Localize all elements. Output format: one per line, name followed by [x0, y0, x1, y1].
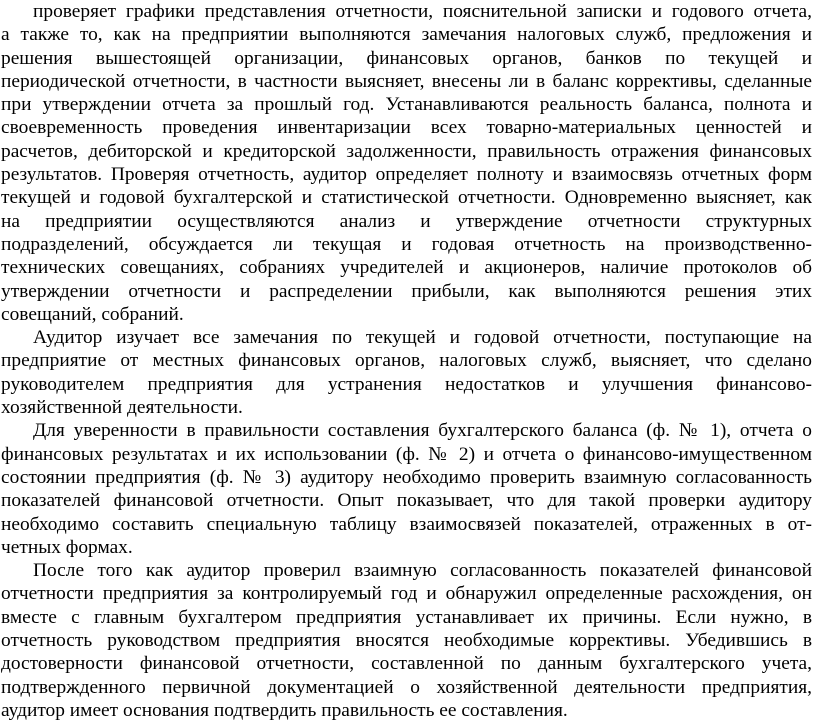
- text-line: текущей и годовой бухгалтерской и статистической отчетности. Одновременно выясняет, как: [1, 187, 812, 209]
- text-line: на предприятии осуществляются анализ и утверждение отчетности структурных: [1, 210, 812, 232]
- text-line: технических совещаниях, собраниях учредителей и акционеров, наличие протоколов об: [1, 257, 812, 279]
- paragraph-4: [1, 559, 812, 722]
- text-line: подтвержденного первичной документацией о хозяйственной деятельности предприятия,: [1, 676, 812, 698]
- text-line: при утверждении отчета за прошлый год. Устанавливаются реальность баланса, полнота и: [1, 94, 812, 116]
- text-line: утверждении отчетности и распределении прибыли, как выполняются решения этих: [1, 280, 812, 302]
- text-line: подразделений, обсуждается ли текущая и годовая отчетность на производственно-: [1, 233, 812, 255]
- text-line: результатов. Проверяя отчетность, аудитор определяет полноту и взаимосвязь отчетных форм: [1, 164, 812, 186]
- text-line: После того как аудитор проверил взаимную согласованность показателей финансовой: [33, 560, 812, 582]
- paragraph-1: [1, 0, 812, 326]
- text-line: периодической отчетности, в частности выясняет, внесены ли в баланс коррективы, сделанные: [1, 70, 812, 92]
- text-line: достоверности финансовой отчетности, составленной по данным бухгалтерского учета,: [1, 653, 812, 675]
- text-line: аудитор имеет основания подтвердить правильность ее составления.: [1, 699, 568, 721]
- text-line: вместе с главным бухгалтером предприятия устанавливает их причины. Если нужно, в: [1, 606, 812, 628]
- text-line: хозяйственной деятельности.: [1, 397, 243, 419]
- text-line: четных формах.: [1, 536, 133, 558]
- text-line: необходимо составить специальную таблицу взаимосвязей показателей, отраженных в от-: [1, 513, 812, 535]
- text-line: показателей финансовой отчетности. Опыт показывает, что для такой проверки аудитору: [1, 490, 812, 512]
- text-line: а также то, как на предприятии выполняются замечания налоговых служб, предложения и: [1, 24, 812, 46]
- paragraph-3: [1, 419, 812, 559]
- text-line: отчетности предприятия за контролируемый год и обнаружил определенные расхождения, он: [1, 583, 812, 605]
- paragraph-2: [1, 326, 812, 419]
- text-line: Для уверенности в правильности составления бухгалтерского баланса (ф. № 1), отчета о: [33, 420, 812, 442]
- text-line: решения вышестоящей организации, финансовых органов, банков по текущей и: [1, 47, 812, 69]
- text-line: своевременность проведения инвентаризации всех товарно-материальных ценностей и: [1, 117, 812, 139]
- text-line: отчетность руководством предприятия вносятся необходимые коррективы. Убедившись в: [1, 630, 812, 652]
- text-line: Аудитор изучает все замечания по текущей и годовой отчетности, поступающие на: [33, 327, 812, 349]
- text-line: предприятие от местных финансовых органов, налоговых служб, выясняет, что сделано: [1, 350, 812, 372]
- text-line: руководителем предприятия для устранения недостатков и улучшения финансово-: [1, 373, 812, 395]
- text-line: состоянии предприятия (ф. № 3) аудитору необходимо проверить взаимную согласованность: [1, 466, 812, 488]
- text-line: проверяет графики представления отчетности, пояснительной записки и годового отчета,: [33, 1, 812, 22]
- text-line: финансовых результатах и их использовании (ф. № 2) и отчета о финансово-имущественном: [1, 443, 812, 465]
- text-line: совещаний, собраний.: [1, 303, 184, 325]
- text-line: расчетов, дебиторской и кредиторской задолженности, правильность отражения финансовых: [1, 140, 812, 162]
